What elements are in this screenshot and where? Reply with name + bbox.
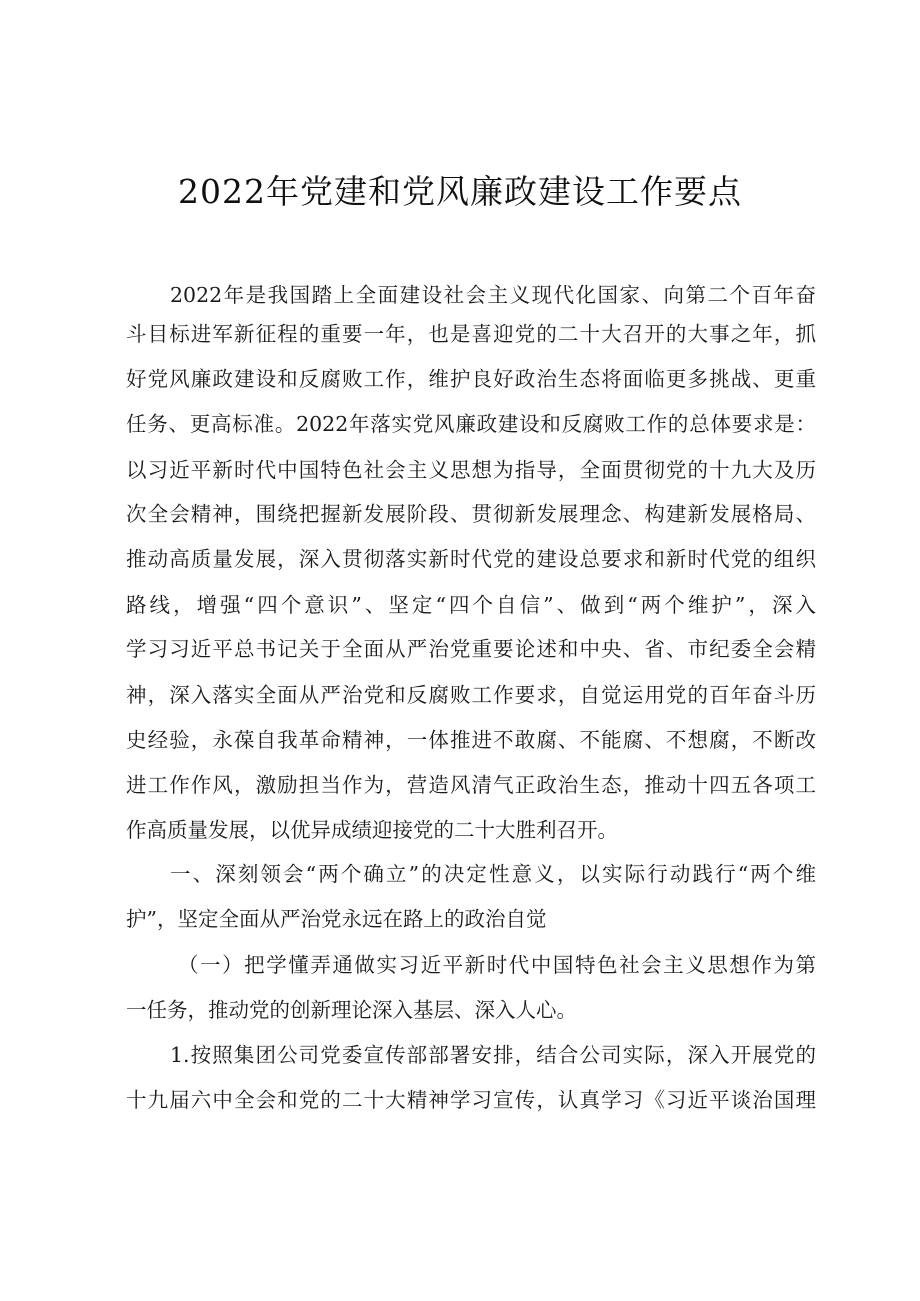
paragraph-1-line-12: 进工作作风，激励担当作为，营造风清气正政治生态，推动十四五各项工 xyxy=(126,773,816,797)
section-heading-line-2: 护”，坚定全面从严治党永远在路上的政治自觉 xyxy=(126,907,547,931)
document-title: 2022年党建和党风廉政建设工作要点 xyxy=(178,172,742,211)
item-1-line-1: 1.按照集团公司党委宣传部部署安排，结合公司实际，深入开展党的 xyxy=(170,1043,816,1067)
paragraph-1-line-11: 史经验，永葆自我革命精神，一体推进不敢腐、不能腐、不想腐，不断改 xyxy=(126,728,816,752)
paragraph-1-line-13: 作高质量发展，以优异成绩迎接党的二十大胜利召开。 xyxy=(126,818,618,842)
paragraph-1-line-6: 次全会精神，围绕把握新发展阶段、贯彻新发展理念、构建新发展格局、 xyxy=(126,502,816,526)
paragraph-1-line-8: 路线，增强“四个意识”、坚定“四个自信”、做到“两个维护”，深入 xyxy=(126,593,816,617)
section-heading-line-1: 一、深刻领会“两个确立”的决定性意义，以实际行动践行“两个维 xyxy=(170,862,816,886)
subsection-heading-line-2: 一任务，推动党的创新理论深入基层、深入人心。 xyxy=(126,998,577,1022)
item-1-line-2: 十九届六中全会和党的二十大精神学习宣传，认真学习《习近平谈治国理 xyxy=(126,1088,816,1112)
paragraph-1-line-10: 神，深入落实全面从严治党和反腐败工作要求，自觉运用党的百年奋斗历 xyxy=(126,683,816,707)
paragraph-1-line-1: 2022年是我国踏上全面建设社会主义现代化国家、向第二个百年奋 xyxy=(170,283,816,307)
paragraph-1-line-5: 以习近平新时代中国特色社会主义思想为指导，全面贯彻党的十九大及历 xyxy=(126,458,816,482)
paragraph-1-line-9: 学习习近平总书记关于全面从严治党重要论述和中央、省、市纪委全会精 xyxy=(126,637,816,661)
paragraph-1-line-7: 推动高质量发展，深入贯彻落实新时代党的建设总要求和新时代党的组织 xyxy=(126,547,816,571)
paragraph-1-line-2: 斗目标进军新征程的重要一年，也是喜迎党的二十大召开的大事之年，抓 xyxy=(126,322,816,346)
paragraph-1-line-4: 任务、更高标准。2022年落实党风廉政建设和反腐败工作的总体要求是： xyxy=(126,412,816,436)
paragraph-1-line-3: 好党风廉政建设和反腐败工作，维护良好政治生态将面临更多挑战、更重 xyxy=(126,367,816,391)
subsection-heading-line-1: （一）把学懂弄通做实习近平新时代中国特色社会主义思想作为第 xyxy=(178,953,816,977)
